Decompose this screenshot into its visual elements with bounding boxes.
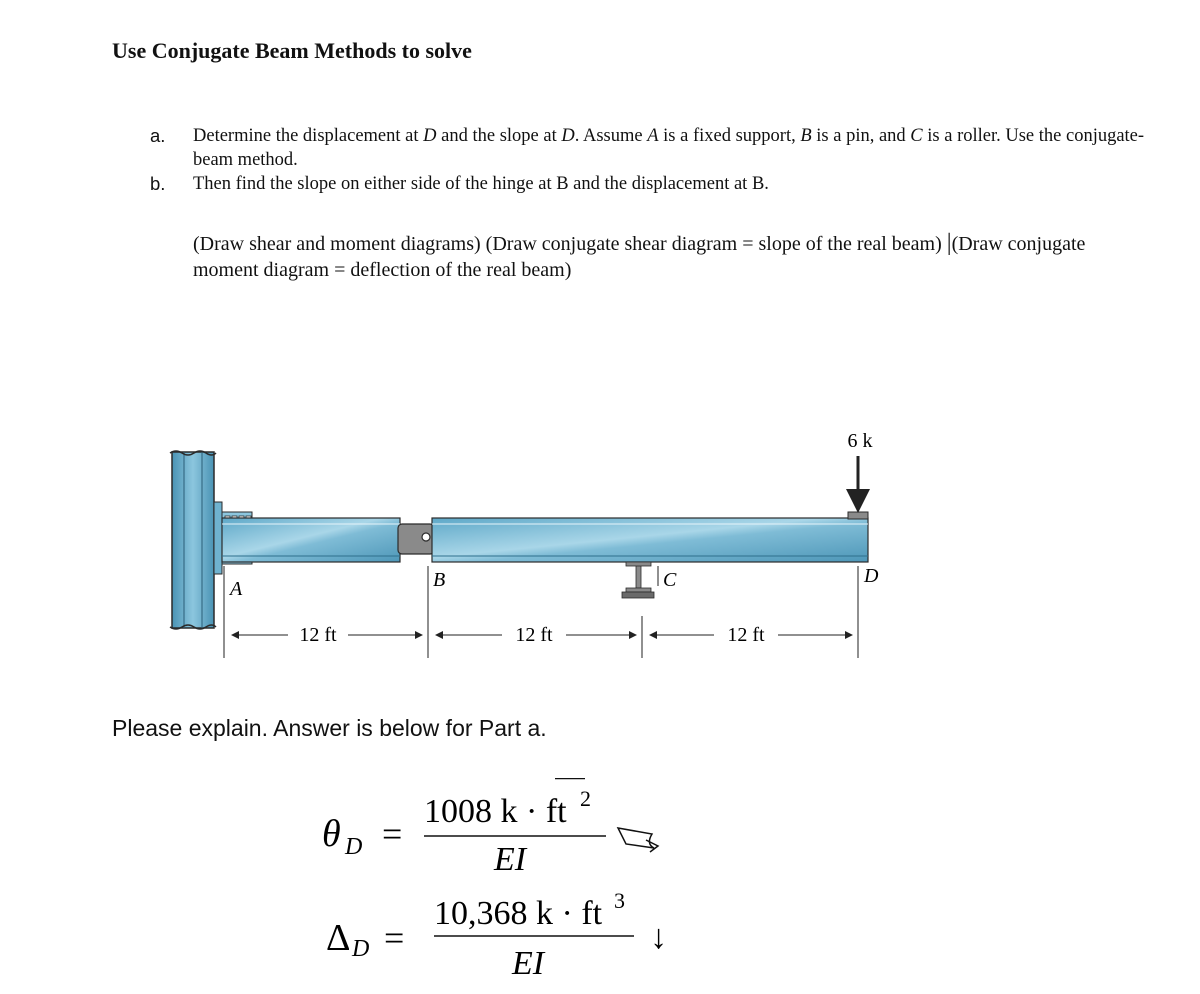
- delta-numerator: 10,368 k · ft: [434, 895, 603, 932]
- theta-numerator: 1008 k · ft: [424, 793, 567, 830]
- load-plate: [848, 512, 868, 519]
- dimension-label-2: 12 ft: [515, 624, 553, 646]
- diagram-instructions: (Draw shear and moment diagrams) (Draw conjugate shear diagram = slope of the real beam) |(Draw conjugate moment diagram = deflection of the real beam): [193, 230, 1086, 281]
- dimension-2: [436, 624, 636, 646]
- list-text-b: Then find the slope on either side of the hinge at B and the displacement at B.: [193, 174, 769, 194]
- answer-delta-d: [300, 880, 700, 980]
- theta-equals: =: [382, 814, 403, 854]
- beam-segment-ab: [222, 518, 400, 562]
- delta-equals: =: [384, 918, 405, 958]
- dimension-label-3: 12 ft: [727, 624, 765, 646]
- theta-denominator: EI: [494, 841, 527, 870]
- list-marker-b: b.: [150, 173, 166, 194]
- clockwise-rotation-icon: [555, 778, 658, 852]
- text-cursor: |: [946, 230, 952, 256]
- list-marker-a: a.: [150, 125, 166, 146]
- down-arrow-icon: ↓: [650, 919, 667, 956]
- delta-symbol: Δ: [326, 917, 351, 959]
- delta-denominator: EI: [512, 945, 545, 980]
- point-label-c: C: [663, 569, 677, 591]
- dimension-1: [232, 624, 422, 646]
- beam-segment-bd: [432, 518, 868, 562]
- theta-numerator-exponent: 2: [580, 786, 591, 811]
- point-label-b: B: [433, 569, 446, 591]
- roller-support-c-icon: [622, 562, 654, 598]
- dimension-3: [650, 624, 852, 646]
- answer-theta-d: [300, 778, 700, 870]
- delta-numerator-exponent: 3: [614, 888, 625, 913]
- hinge-b-icon: [398, 524, 434, 554]
- delta-subscript: D: [352, 936, 370, 962]
- dimension-label-1: 12 ft: [299, 624, 337, 646]
- explain-note: Please explain. Answer is below for Part a.: [112, 715, 547, 741]
- theta-subscript: D: [345, 834, 363, 860]
- load-label: 6 k: [847, 430, 873, 452]
- list-text-a: Determine the displacement at D and the slope at D. Assume A is a fixed support, B is a pin, and C is a roller. Use the conjugate-beam method.: [193, 126, 1145, 170]
- point-label-d: D: [864, 565, 879, 587]
- point-label-a: A: [230, 578, 243, 600]
- page-title: Use Conjugate Beam Methods to solve: [112, 38, 472, 63]
- fixed-support-column: [170, 451, 216, 629]
- theta-symbol: θ: [322, 813, 341, 855]
- beam-figure: [160, 420, 880, 670]
